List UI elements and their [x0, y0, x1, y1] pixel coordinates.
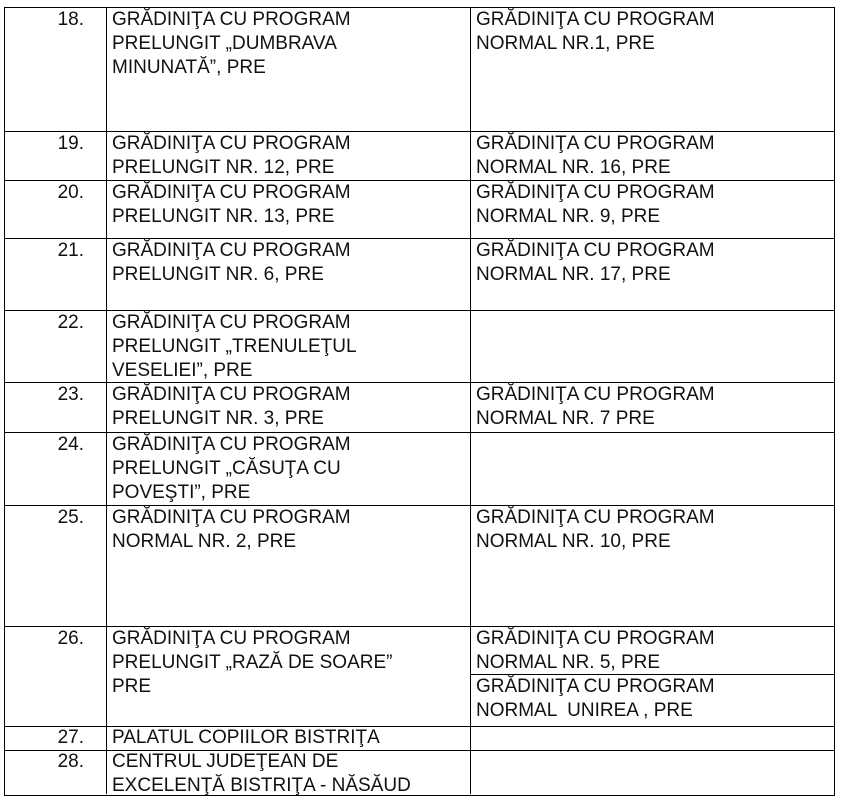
- structure-name-line: GRĂDINIŢA CU PROGRAM: [476, 507, 715, 528]
- row-number: 22.: [57, 312, 84, 333]
- school-name-line: POVEŞTI”, PRE: [112, 482, 251, 503]
- structure-name-line: NORMAL NR. 10, PRE: [476, 531, 671, 552]
- structure-name-line: GRĂDINIŢA CU PROGRAM: [476, 384, 715, 405]
- row-number: 24.: [57, 434, 84, 455]
- school-name-line: PRELUNGIT NR. 6, PRE: [112, 264, 324, 285]
- school-name-line: GRĂDINIŢA CU PROGRAM: [112, 240, 351, 261]
- structure-name-line: GRĂDINIŢA CU PROGRAM: [476, 240, 715, 261]
- school-name-line: PRELUNGIT NR. 12, PRE: [112, 157, 335, 178]
- school-name-line: PRE: [112, 676, 152, 697]
- school-name-line: PRELUNGIT NR. 3, PRE: [112, 408, 324, 429]
- school-name-line: GRĂDINIŢA CU PROGRAM: [112, 133, 351, 154]
- row-number: 27.: [57, 727, 84, 748]
- school-name-line: NORMAL NR. 2, PRE: [112, 531, 297, 552]
- school-name-line: GRĂDINIŢA CU PROGRAM: [112, 9, 351, 30]
- school-name-line: GRĂDINIŢA CU PROGRAM: [112, 312, 351, 333]
- structure-name-line: GRĂDINIŢA CU PROGRAM: [476, 676, 715, 697]
- row-number: 28.: [57, 751, 84, 772]
- school-name-line: EXCELENŢĂ BISTRIŢA - NĂSĂUD: [112, 775, 411, 796]
- row-number: 23.: [57, 384, 84, 405]
- school-name-line: GRĂDINIŢA CU PROGRAM: [112, 434, 351, 455]
- row-number: 26.: [57, 628, 84, 649]
- school-name-line: PRELUNGIT „CĂSUŢA CU: [112, 458, 341, 479]
- school-name-line: PRELUNGIT „TRENULEŢUL: [112, 336, 357, 357]
- structure-name-line: NORMAL NR.1, PRE: [476, 33, 655, 54]
- school-name-line: CENTRUL JUDEŢEAN DE: [112, 751, 339, 772]
- school-name-line: PRELUNGIT „DUMBRAVA: [112, 33, 337, 54]
- structure-name-line: NORMAL NR. 16, PRE: [476, 157, 671, 178]
- school-name-line: PRELUNGIT NR. 13, PRE: [112, 206, 335, 227]
- row-number: 18.: [57, 9, 84, 30]
- school-name-line: GRĂDINIŢA CU PROGRAM: [112, 384, 351, 405]
- structure-name-line: NORMAL NR. 7 PRE: [476, 408, 655, 429]
- row-number: 20.: [57, 182, 84, 203]
- row-number: 19.: [57, 133, 84, 154]
- structure-name-line: GRĂDINIŢA CU PROGRAM: [476, 628, 715, 649]
- row-number: 25.: [57, 507, 84, 528]
- school-name-line: PRELUNGIT „RAZĂ DE SOARE”: [112, 652, 393, 673]
- school-name-line: MINUNATĂ”, PRE: [112, 57, 266, 78]
- column-divider: [470, 8, 471, 794]
- school-name-line: PALATUL COPIILOR BISTRIŢA: [112, 727, 380, 748]
- structure-name-line: GRĂDINIŢA CU PROGRAM: [476, 9, 715, 30]
- school-name-line: GRĂDINIŢA CU PROGRAM: [112, 628, 351, 649]
- school-name-line: VESELIEI”, PRE: [112, 360, 253, 381]
- column-divider: [106, 8, 107, 794]
- structure-name-line: GRĂDINIŢA CU PROGRAM: [476, 182, 715, 203]
- structure-name-line: NORMAL UNIREA , PRE: [476, 700, 693, 721]
- school-name-line: GRĂDINIŢA CU PROGRAM: [112, 507, 351, 528]
- structure-name-line: GRĂDINIŢA CU PROGRAM: [476, 133, 715, 154]
- school-name-line: GRĂDINIŢA CU PROGRAM: [112, 182, 351, 203]
- row-number: 21.: [57, 240, 84, 261]
- structure-name-line: NORMAL NR. 17, PRE: [476, 264, 671, 285]
- structure-name-line: NORMAL NR. 5, PRE: [476, 652, 661, 673]
- structure-name-line: NORMAL NR. 9, PRE: [476, 206, 661, 227]
